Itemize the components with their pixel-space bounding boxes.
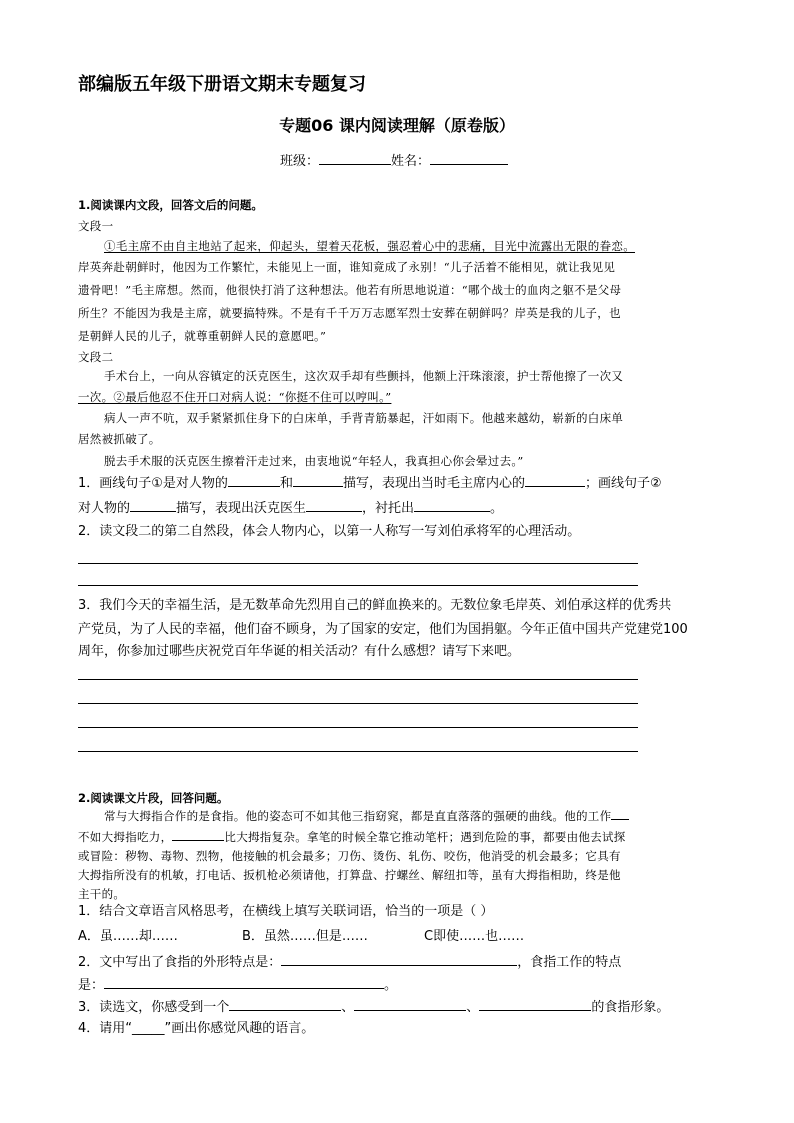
answer-line[interactable] xyxy=(78,703,638,704)
section2-para-line: 主干的。 xyxy=(78,887,126,901)
answer-line[interactable] xyxy=(78,585,638,586)
answer-blank[interactable] xyxy=(306,499,362,512)
q1-text: 描写，表现出当时毛主席内心的 xyxy=(342,476,525,491)
para1-line: ①毛主席不由自主地站了起来，仰起头，望着天花板，强忍着心中的悲痛，目光中流露出无限的眷恋。 xyxy=(104,239,635,253)
option-a[interactable]: A．虽……却…… xyxy=(78,929,178,944)
section2-para-line: 大拇指所没有的机敏，打电话、扳机枪必须请他，打算盘、拧螺丝、解纽扣等，虽有大拇指相助，终是他 xyxy=(78,868,621,882)
s2-q2-line1 xyxy=(78,953,621,971)
answer-line[interactable] xyxy=(78,727,638,728)
s2-q2-line2 xyxy=(78,976,397,994)
answer-line[interactable] xyxy=(78,751,638,752)
q3-text: 、 xyxy=(341,1000,355,1015)
page-title: 专题06 课内阅读理解（原卷版） xyxy=(279,116,515,135)
answer-blank[interactable] xyxy=(104,976,384,989)
fill-blank[interactable] xyxy=(611,807,629,820)
para2-line: 病人一声不吭，双手紧紧抓住身下的白床单，手背青筋暴起，汗如雨下。他越来越幼，崭新的白床单 xyxy=(104,411,624,425)
q2-text: 2．读文段二的第二自然段，体会人物内心，以第一人称写一写刘伯承将军的心理活动。 xyxy=(78,524,581,539)
para1-label: 文段一 xyxy=(78,219,114,233)
q3-text: 、 xyxy=(466,1000,480,1015)
q1-text: 和 xyxy=(279,476,293,491)
q1-text: 描写，表现出沃克医生 xyxy=(176,501,307,516)
q1-text: 对人物的 xyxy=(78,501,131,516)
answer-blank[interactable] xyxy=(130,499,176,512)
answer-blank[interactable] xyxy=(228,474,280,487)
class-blank[interactable] xyxy=(319,152,391,165)
para-text: 不如大拇指吃力， xyxy=(78,830,173,844)
q2-text: ，食指工作的特点 xyxy=(517,955,622,970)
para1-line: 遗骨吧！”毛主席想。然而，他很快打消了这种想法。他若有所思地说道：“哪个战士的血肉之躯不是父母 xyxy=(78,283,622,297)
series-title: 部编版五年级下册语文期末专题复习 xyxy=(78,74,366,95)
class-label: 班级： xyxy=(280,154,320,169)
answer-line[interactable] xyxy=(78,563,638,564)
answer-blank[interactable] xyxy=(414,499,490,512)
q1-text: ；画线句子② xyxy=(584,476,662,491)
para2-line: 脱去手术服的沃克医生擦着汗走过来，由衷地说“年轻人，我真担心你会晕过去。” xyxy=(104,454,524,468)
para2-line: 一次。②最后他忍不住开口对病人说：“你挺不住可以哼叫。” xyxy=(78,390,392,404)
q1-line2 xyxy=(78,499,503,517)
option-c[interactable]: C即使……也…… xyxy=(424,929,525,944)
para1-line: 是朝鲜人民的儿子，就尊重朝鲜人民的意愿吧。” xyxy=(78,329,327,343)
answer-blank[interactable] xyxy=(281,953,517,966)
q3-line: 产党员，为了人民的幸福，他们奋不顾身，为了国家的安定，他们为国捐躯。今年正值中国共产党建党100 xyxy=(78,622,688,637)
q1-line1 xyxy=(78,474,662,492)
section2-para-line xyxy=(78,828,626,845)
q1-text: 。 xyxy=(490,501,504,516)
para-text: 比大拇指复杂。拿笔的时候全靠它推动笔杆；遇到危险的事，都要由他去试探 xyxy=(224,830,626,844)
answer-blank[interactable] xyxy=(293,474,343,487)
q1-text: 1．画线句子①是对人物的 xyxy=(78,476,228,491)
class-name-row xyxy=(280,150,508,169)
q1-text: ，衬托出 xyxy=(362,501,415,516)
section1-heading: 1.阅读课内文段，回答文后的问题。 xyxy=(78,198,263,212)
s2-q4-text: 4．请用“_____”画出你感觉风趣的语言。 xyxy=(78,1021,315,1036)
q3-text: 的食指形象。 xyxy=(591,1000,670,1015)
para2-line: 手术台上，一向从容镇定的沃克医生，这次双手却有些颤抖，他额上汗珠滚滚，护士帮他擦了一次又 xyxy=(104,369,624,383)
q2-text: 。 xyxy=(384,978,398,993)
q3-line: 3．我们今天的幸福生活，是无数革命先烈用自己的鲜血换来的。无数位象毛岸英、刘伯承这样的优秀共 xyxy=(78,598,672,613)
answer-blank[interactable] xyxy=(479,998,591,1011)
section2-para-line xyxy=(104,807,629,824)
para2-label: 文段二 xyxy=(78,350,114,364)
para2-line: 居然被抓破了。 xyxy=(78,432,161,446)
section2-para-line: 或冒险：秽物、毒物、烈物，他接触的机会最多；刀伤、烫伤、轧伤、咬伤，他消受的机会最多；它具有 xyxy=(78,849,621,863)
answer-blank[interactable] xyxy=(354,998,466,1011)
q3-text: 3．读选文，你感受到一个 xyxy=(78,1000,230,1015)
option-b[interactable]: B．虽然……但是…… xyxy=(242,929,368,944)
q3-line: 周年，你参加过哪些庆祝党百年华诞的相关活动？有什么感想？请写下来吧。 xyxy=(78,644,521,659)
answer-blank[interactable] xyxy=(525,474,585,487)
para-text: 常与大拇指合作的是食指。他的姿态可不如其他三指窈窕，都是直直落落的强硬的曲线。他的工作 xyxy=(104,809,612,823)
answer-line[interactable] xyxy=(78,679,638,680)
q2-text: 2．文中写出了食指的外形特点是： xyxy=(78,955,282,970)
name-label: 姓名： xyxy=(391,154,431,169)
s2-q3-line xyxy=(78,998,669,1016)
q2-text: 是： xyxy=(78,978,105,993)
section2-heading: 2.阅读课文片段，回答问题。 xyxy=(78,791,229,805)
s2-q1-text: 1．结合文章语言风格思考，在横线上填写关联词语，恰当的一项是（ ） xyxy=(78,904,494,919)
para1-line: 岸英奔赴朝鲜时，他因为工作繁忙，未能见上一面，谁知竟成了永别！“儿子活着不能相见，就让我见见 xyxy=(78,260,616,274)
name-blank[interactable] xyxy=(430,152,508,165)
answer-blank[interactable] xyxy=(229,998,341,1011)
para1-line: 所生？不能因为我是主席，就要搞特殊。不是有千千万万志愿军烈士安葬在朝鲜吗？岸英是我的儿子，也 xyxy=(78,306,621,320)
fill-blank[interactable] xyxy=(172,828,224,841)
